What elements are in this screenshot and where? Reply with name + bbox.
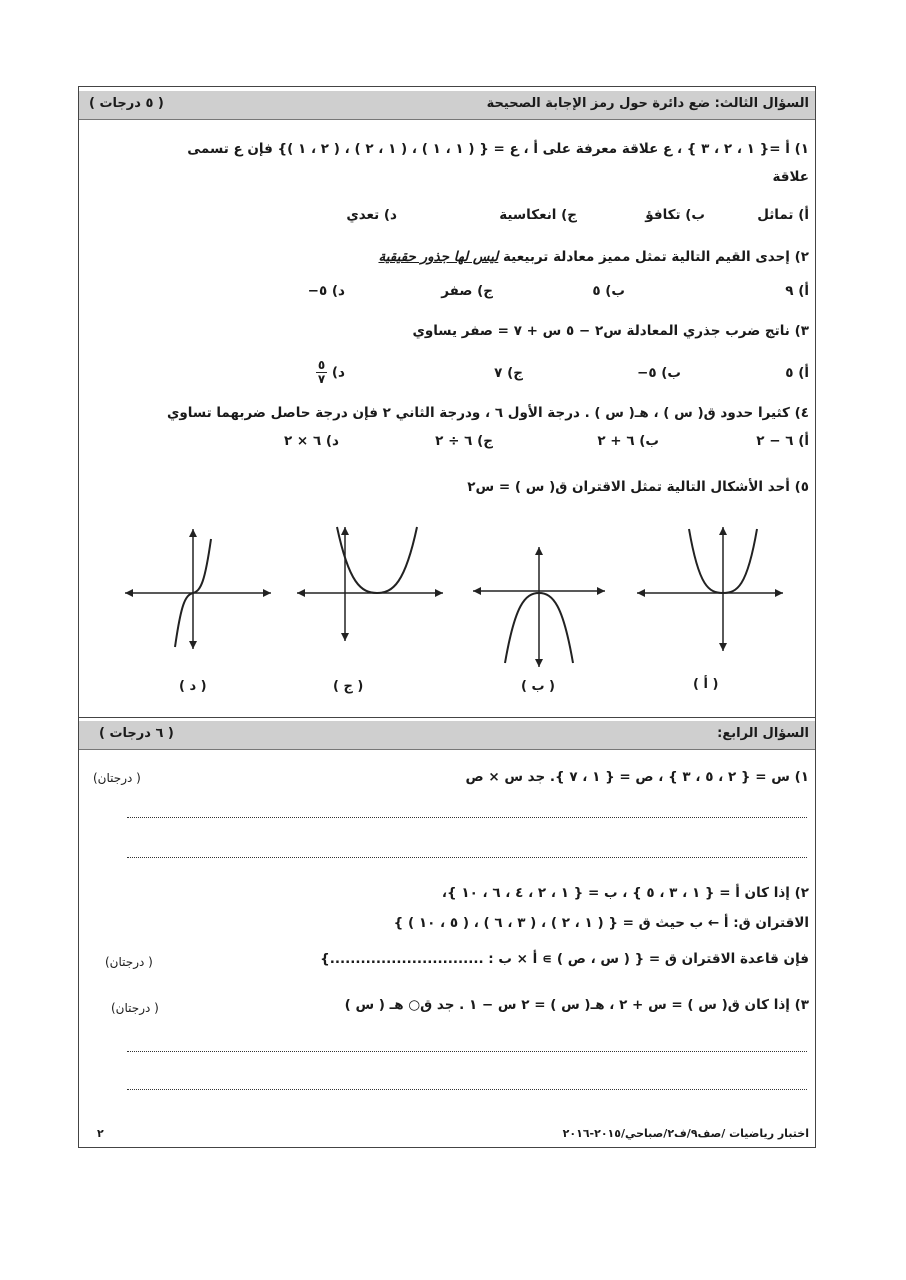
- q3-item3-option-d-label: د): [331, 364, 345, 381]
- q4-item2-stem: ٢) إذا كان أ = { ١ ، ٣ ، ٥ } ، ب = { ١ ، ٢ ، ٤ ، ٦ ، ١٠ }،: [441, 885, 809, 901]
- q3-item4-option-d[interactable]: د) ٦ × ٢: [283, 433, 339, 449]
- q4-item1-stem: ١) س = { ٢ ، ٥ ، ٣ } ، ص = { ١ ، ٧ }. جد س × ص: [465, 769, 809, 785]
- q3-item4-option-c[interactable]: ج) ٦ ÷ ٢: [435, 433, 493, 449]
- q3-item4-stem: ٤) كثيرا حدود ق( س ) ، هـ( س ) . درجة الأول ٦ ، ودرجة الثاني ٢ فإن درجة حاصل ضربهما تساوي: [167, 405, 809, 421]
- graph-c-label: ( ج ): [333, 679, 364, 694]
- q3-marks: ( ٥ درجات ): [89, 96, 164, 111]
- section-divider: [79, 717, 815, 718]
- graph-d-label: ( د ): [179, 679, 207, 694]
- q3-item3-option-a[interactable]: أ) ٥: [785, 365, 809, 381]
- q4-item3-stem: ٣) إذا كان ق( س ) = س + ٢ ، هـ( س ) = ٢ س − ١ . جد ق○ هـ ( س ): [344, 997, 809, 1013]
- graph-b-label: ( ب ): [521, 679, 555, 694]
- q3-item2-option-d[interactable]: د) ٥−: [307, 283, 345, 299]
- q3-item2-stem-b: ليس لها جذور حقيقية: [378, 249, 499, 265]
- graph-c[interactable]: [295, 523, 445, 643]
- q4-title: السؤال الرابع:: [717, 726, 809, 741]
- graph-a-label: ( أ ): [693, 677, 719, 692]
- q3-item1-option-d[interactable]: د) تعدي: [346, 207, 397, 223]
- q3-item1-option-c[interactable]: ج) انعكاسية: [499, 207, 577, 223]
- q3-item2-option-b[interactable]: ب) ٥: [592, 283, 625, 299]
- answer-line[interactable]: [127, 1051, 807, 1052]
- q3-item3-option-c[interactable]: ج) ٧: [494, 365, 523, 381]
- q3-item1-option-a[interactable]: أ) تماثل: [757, 207, 809, 223]
- answer-line[interactable]: [127, 817, 807, 818]
- q3-header: [79, 91, 815, 120]
- footer-exam-info: اختبار رياضيات /صف٩/ف٢/صباحي/٢٠١٥-٢٠١٦: [562, 1127, 809, 1140]
- answer-line[interactable]: [127, 1089, 807, 1090]
- q3-item3-stem: ٣) ناتج ضرب جذري المعادلة س٢ − ٥ س + ٧ = صفر يساوي: [412, 323, 809, 339]
- q3-item1-stem2: علاقة: [772, 169, 809, 185]
- q3-item3-option-d-fraction: [316, 359, 327, 386]
- q3-item4-option-b[interactable]: ب) ٦ + ٢: [597, 433, 659, 449]
- q4-item2-stem3[interactable]: فإن قاعدة الاقتران ق = { ( س ، ص ) ∍ أ × ب : ..............................}: [320, 951, 809, 967]
- q4-item1-marks: ( درجتان): [93, 771, 141, 785]
- fraction-numerator: ٥: [317, 358, 326, 372]
- q3-item3-option-b[interactable]: ب) ٥−: [637, 365, 681, 381]
- answer-line[interactable]: [127, 857, 807, 858]
- q4-header: [79, 721, 815, 750]
- q3-item1-option-b[interactable]: ب) تكافؤ: [645, 207, 705, 223]
- page-number: ٢: [97, 1127, 104, 1140]
- q3-item5-stem: ٥) أحد الأشكال التالية تمثل الاقتران ق( س ) = س٢: [467, 479, 809, 495]
- exam-sheet: [78, 86, 816, 1148]
- q3-item2-stem-a: ٢) إحدى القيم التالية تمثل مميز معادلة تربيعية: [503, 249, 809, 265]
- q3-item2-option-c[interactable]: ج) صفر: [441, 283, 493, 299]
- q3-item4-option-a[interactable]: أ) ٦ − ٢: [756, 433, 809, 449]
- q4-item2-marks: ( درجتان): [105, 955, 153, 969]
- q3-item2-stem: [378, 249, 809, 265]
- fraction-denominator: ٧: [317, 372, 326, 386]
- q3-title: السؤال الثالث: ضع دائرة حول رمز الإجابة الصحيحة: [486, 96, 809, 111]
- q4-item3-marks: ( درجتان): [111, 1001, 159, 1015]
- q3-item2-option-a[interactable]: أ) ٩: [785, 283, 809, 299]
- graph-b[interactable]: [471, 543, 607, 669]
- graph-a[interactable]: [635, 523, 785, 653]
- q4-marks: ( ٦ درجات ): [99, 726, 174, 741]
- q3-item3-option-d[interactable]: [316, 359, 345, 386]
- graph-d[interactable]: [123, 525, 273, 653]
- q3-item1-stem: ١) أ ={ ١ ، ٢ ، ٣ } ، ع علاقة معرفة على أ ، ع = { ( ١ ، ١ ) ، ( ١ ، ٢ ) ، ( ٢ ، ١ )} فإن ع تسمى: [187, 141, 809, 157]
- q4-item2-stem2: الاقتران ق: أ ← ب حيث ق = { ( ١ ، ٢ ) ، ( ٣ ، ٦ ) ، ( ٥ ، ١٠ ) }: [393, 915, 809, 931]
